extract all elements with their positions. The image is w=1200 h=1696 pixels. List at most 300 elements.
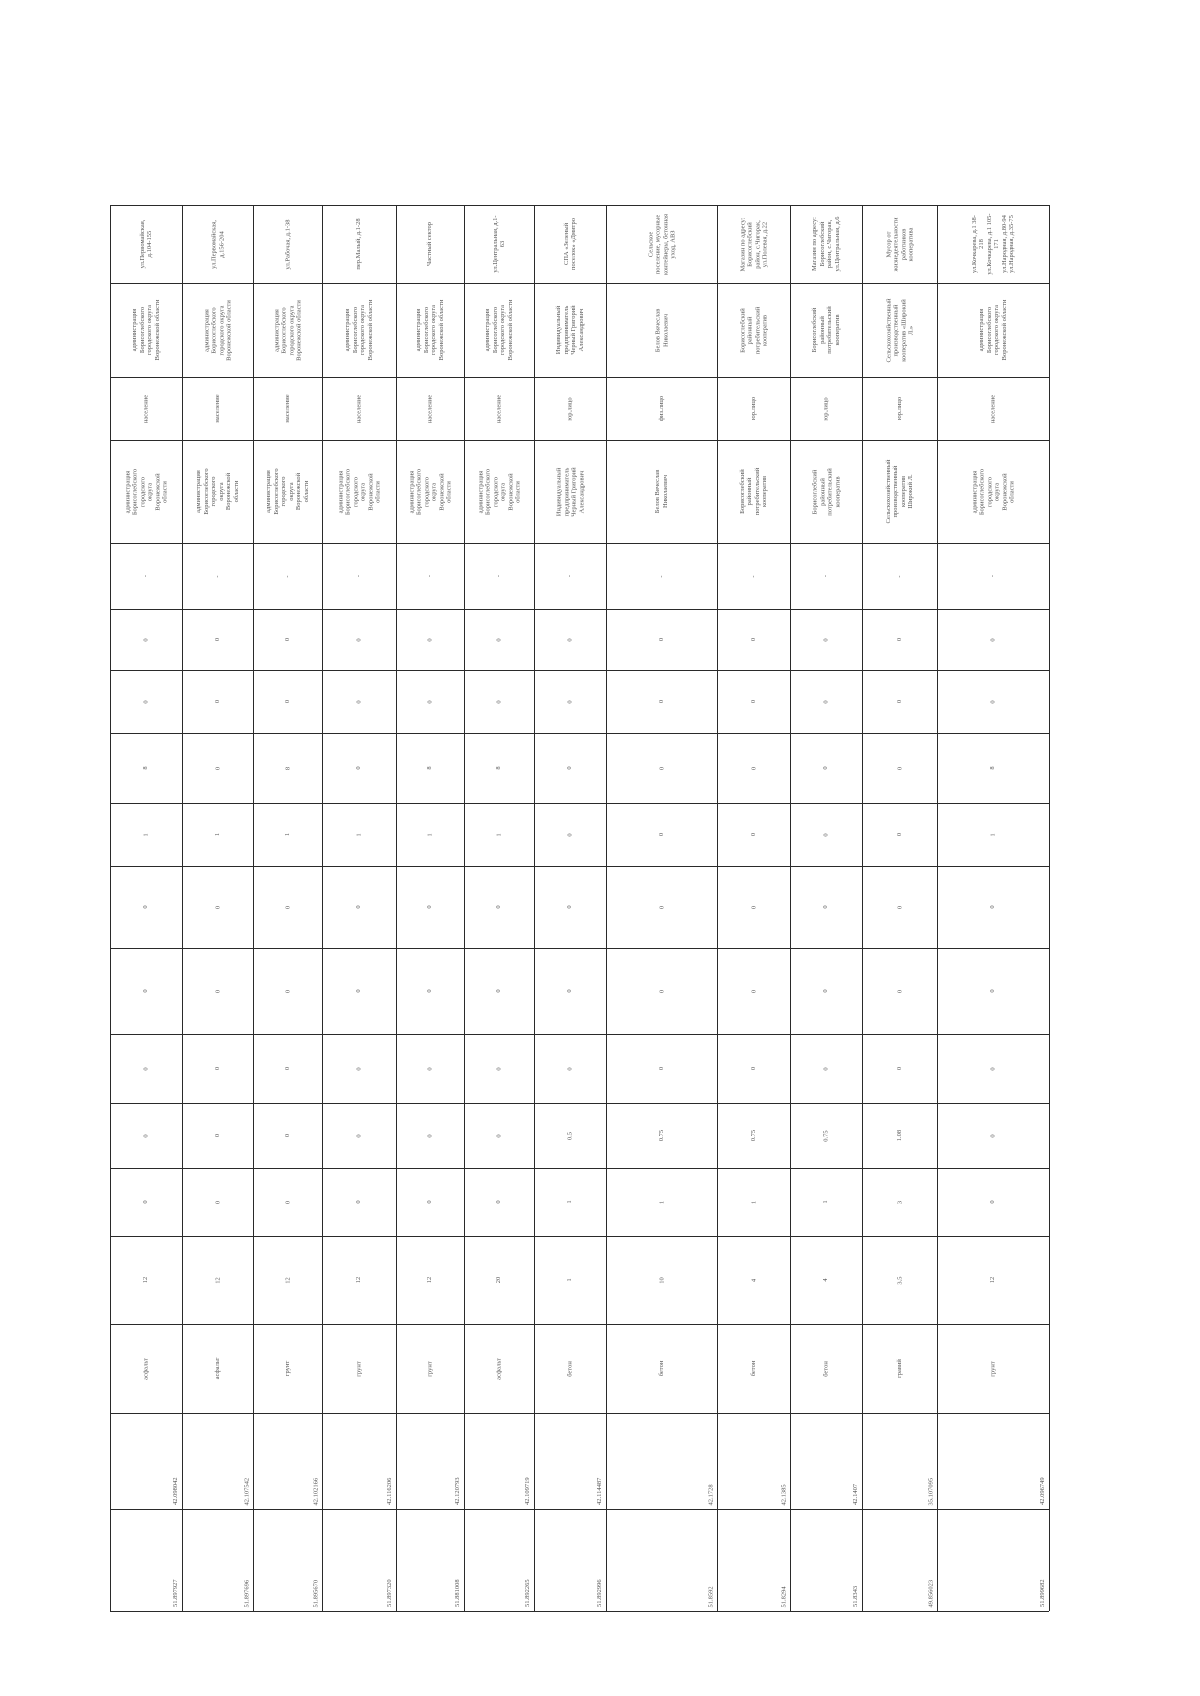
cell-text: грунт <box>989 1360 997 1377</box>
table-cell-surface <box>396 1324 464 1413</box>
cell-text: 0 <box>142 1200 150 1204</box>
table-cell-sources <box>937 205 1049 283</box>
table-cell-c13 <box>464 609 534 670</box>
table-cell-operator <box>937 283 1049 377</box>
table-cell-c14 <box>937 543 1049 609</box>
cell-text: Борисоглебский районный потребительский кооператив <box>811 306 841 354</box>
cell-text: 0 <box>355 1133 363 1138</box>
cell-text: 51.8343 <box>851 1585 859 1607</box>
cell-text: 12 <box>142 1276 150 1284</box>
cell-text: асфальт <box>142 1357 150 1380</box>
cell-text: 0 <box>822 699 830 704</box>
table-cell-c13 <box>717 609 790 670</box>
table-cell-operator <box>790 283 862 377</box>
cell-text: юр.лицо <box>895 396 903 421</box>
table-cell-c5 <box>182 1168 253 1236</box>
cell-text: 0 <box>495 905 503 909</box>
cell-text: администрация Борисоглебского городского округа Воронежской области <box>336 468 381 515</box>
table-cell-c14 <box>717 543 790 609</box>
cell-text: 0 <box>657 1066 665 1071</box>
table-cell-c11 <box>396 733 464 803</box>
cell-text: 0 <box>657 832 665 837</box>
cell-text: 12 <box>989 1276 997 1284</box>
cell-text: 0 <box>426 637 434 642</box>
cell-text: 1 <box>989 832 997 837</box>
table-cell-sources <box>322 205 396 283</box>
cell-text: 0 <box>495 1200 503 1204</box>
cell-text: 0 <box>213 905 221 909</box>
table-cell-operator <box>606 283 717 377</box>
table-cell-owner-type <box>253 377 322 440</box>
cell-text: ул.Первомайская, д.104-155 <box>138 219 153 269</box>
cell-text: 0 <box>283 1066 291 1071</box>
cell-text: население <box>142 394 150 423</box>
cell-text: бетон <box>749 1360 757 1377</box>
table-cell-lon <box>790 1413 862 1509</box>
cell-text: 0 <box>566 989 574 993</box>
cell-text: 0 <box>822 1066 830 1071</box>
table-cell-owner-type <box>534 377 606 440</box>
cell-text: администрация Борисоглебского городского округа Воронежской области <box>131 299 161 361</box>
cell-text: Индивидуальный предприниматель Черный Григорий Александрович <box>555 305 585 355</box>
table-cell-area <box>253 1236 322 1324</box>
cell-text: Сельское поселение, мусорные контейнеры, бетонная уход, АВЗ <box>646 213 676 275</box>
cell-text: 51.897320 <box>385 1579 393 1607</box>
table-cell-owner <box>110 440 182 543</box>
table-cell-owner-type <box>862 377 937 440</box>
table-cell-c12 <box>937 670 1049 733</box>
table-cell-owner <box>862 440 937 543</box>
cell-text: население <box>283 394 291 423</box>
cell-text: Мусор от жизнедеятельности работников кооператива <box>884 216 914 272</box>
table-cell-c12 <box>322 670 396 733</box>
cell-text: Частный сектор <box>426 222 434 266</box>
table-cell-c8 <box>862 948 937 1034</box>
cell-text: 0 <box>822 637 830 642</box>
cell-text: 0 <box>895 699 903 704</box>
cell-text: население <box>426 394 434 423</box>
cell-text: 0 <box>989 1200 997 1204</box>
cell-text: Сельскохозяйственный производственный кооператив «Широкий Л.» <box>884 297 914 363</box>
cell-text: 3 <box>895 1200 903 1204</box>
cell-text: 1 <box>566 1200 574 1204</box>
table-cell-owner <box>717 440 790 543</box>
cell-text: администрация Борисоглебского городского округа Воронежской области <box>978 299 1008 361</box>
table-cell-area <box>464 1236 534 1324</box>
cell-text: физ.лицо <box>657 395 665 422</box>
table-cell-surface <box>937 1324 1049 1413</box>
cell-text: юр.лицо <box>749 396 757 421</box>
cell-text: 0 <box>657 989 665 993</box>
table-cell-operator <box>110 283 182 377</box>
table-cell-lon <box>110 1413 182 1509</box>
cell-text: 42.102166 <box>311 1477 319 1505</box>
table-cell-sources <box>862 205 937 283</box>
table-cell-c13 <box>790 609 862 670</box>
cell-text: 0 <box>749 699 757 704</box>
table-cell-c12 <box>717 670 790 733</box>
cell-text: 51.892265 <box>523 1579 531 1607</box>
table-grid-line <box>1049 205 1050 1611</box>
table-cell-c11 <box>110 733 182 803</box>
cell-text: администрация Борисоглебского городского округа Воронежской области <box>272 299 302 361</box>
table-cell-c13 <box>253 609 322 670</box>
cell-text: 49.856023 <box>926 1579 934 1607</box>
cell-text: грунт <box>426 1360 434 1377</box>
cell-text: 1 <box>283 832 291 837</box>
table-cell-c11 <box>862 733 937 803</box>
table-cell-owner <box>182 440 253 543</box>
cell-text: 0 <box>566 766 574 770</box>
table-cell-lon <box>464 1413 534 1509</box>
table-cell-c10 <box>717 803 790 866</box>
cell-text: 0 <box>213 989 221 993</box>
table-cell-c12 <box>534 670 606 733</box>
table-cell-c5 <box>253 1168 322 1236</box>
cell-text: 0 <box>426 699 434 704</box>
cell-text: администрация Борисоглебского городского округа Воронежской области <box>407 468 452 515</box>
table-cell-c12 <box>790 670 862 733</box>
cell-text: 0 <box>749 637 757 642</box>
cell-text: 0 <box>142 1066 150 1071</box>
cell-text: 8 <box>283 766 291 770</box>
table-cell-area <box>110 1236 182 1324</box>
cell-text: 0 <box>749 766 757 770</box>
table-cell-c10 <box>606 803 717 866</box>
cell-text: 0 <box>355 699 363 704</box>
table-cell-owner-type <box>464 377 534 440</box>
cell-text: 12 <box>355 1276 363 1284</box>
cell-text: 42.098042 <box>171 1477 179 1505</box>
cell-text: 0 <box>355 989 363 993</box>
cell-text: 0 <box>283 1200 291 1204</box>
table-cell-c5 <box>110 1168 182 1236</box>
table-cell-surface <box>790 1324 862 1413</box>
cell-text: бетон <box>566 1360 574 1377</box>
cell-text: 8 <box>495 766 503 770</box>
cell-text: 10 <box>657 1276 665 1284</box>
table-cell-sources <box>182 205 253 283</box>
cell-text: 0 <box>283 989 291 993</box>
table-cell-owner-type <box>937 377 1049 440</box>
cell-text: Борисоглебский районный потребительский кооператив <box>738 467 768 516</box>
table-cell-c8 <box>322 948 396 1034</box>
table-cell-area <box>717 1236 790 1324</box>
table-cell-area <box>396 1236 464 1324</box>
table-cell-c14 <box>396 543 464 609</box>
cell-text: ул.Первомайская, д.156-204 <box>210 219 225 269</box>
table-cell-c14 <box>182 543 253 609</box>
cell-text: 1 <box>426 832 434 837</box>
table-cell-c5 <box>606 1168 717 1236</box>
cell-text: население <box>989 394 997 423</box>
table-cell-c9 <box>790 866 862 948</box>
cell-text: - <box>142 574 150 578</box>
table-cell-c9 <box>396 866 464 948</box>
cell-text: 0 <box>822 766 830 770</box>
table-cell-lat <box>862 1509 937 1611</box>
table-cell-lon <box>606 1413 717 1509</box>
cell-text: 0 <box>822 832 830 837</box>
cell-text: 0 <box>657 637 665 642</box>
cell-text: 4 <box>822 1278 830 1282</box>
cell-text: 0 <box>213 1066 221 1071</box>
table-cell-c8 <box>717 948 790 1034</box>
table-cell-owner-type <box>790 377 862 440</box>
cell-text: администрация Борисоглебского городского округа Воронежской области <box>123 468 168 515</box>
cell-text: 0 <box>895 1066 903 1071</box>
table-cell-c14 <box>464 543 534 609</box>
cell-text: 0 <box>355 1200 363 1204</box>
table-cell-c5 <box>534 1168 606 1236</box>
cell-text: - <box>355 574 363 578</box>
cell-text: 0 <box>566 905 574 909</box>
cell-text: Сельскохозяйственный производственный кооператив Широкий Л. <box>884 459 914 524</box>
table-cell-c10 <box>862 803 937 866</box>
cell-text: 1.08 <box>895 1129 903 1142</box>
cell-text: 42.1728 <box>706 1483 714 1505</box>
table-cell-lon <box>862 1413 937 1509</box>
table-cell-c7 <box>717 1034 790 1103</box>
table-cell-c9 <box>464 866 534 948</box>
table-cell-owner-type <box>717 377 790 440</box>
table-cell-c7 <box>322 1034 396 1103</box>
cell-text: 8 <box>989 766 997 770</box>
table-cell-c9 <box>717 866 790 948</box>
table-cell-surface <box>464 1324 534 1413</box>
table-cell-c9 <box>606 866 717 948</box>
cell-text: - <box>566 574 574 578</box>
cell-text: 0 <box>822 905 830 909</box>
table-cell-operator <box>862 283 937 377</box>
table-cell-c7 <box>182 1034 253 1103</box>
table-cell-c13 <box>322 609 396 670</box>
cell-text: - <box>495 574 503 578</box>
cell-text: 0 <box>989 637 997 642</box>
cell-text: администрация Борисоглебского городского округа Воронежской области <box>265 468 310 515</box>
table-cell-c11 <box>182 733 253 803</box>
cell-text: 0 <box>213 637 221 642</box>
cell-text: 0 <box>283 1133 291 1138</box>
table-cell-c5 <box>717 1168 790 1236</box>
cell-text: 51.8294 <box>779 1585 787 1607</box>
table-cell-area <box>182 1236 253 1324</box>
table-cell-lat <box>396 1509 464 1611</box>
cell-text: ул.Рабочая, д.1-38 <box>283 219 291 269</box>
table-cell-c11 <box>937 733 1049 803</box>
cell-text: население <box>213 394 221 423</box>
cell-text: - <box>213 574 221 578</box>
table-cell-c7 <box>464 1034 534 1103</box>
table-cell-c6 <box>396 1103 464 1168</box>
cell-text: бетон <box>822 1360 830 1377</box>
table-cell-operator <box>182 283 253 377</box>
cell-text: 0 <box>355 1066 363 1071</box>
table-grid-line <box>110 1611 1049 1612</box>
table-cell-c5 <box>396 1168 464 1236</box>
table-cell-c13 <box>606 609 717 670</box>
cell-text: 0 <box>989 1066 997 1071</box>
cell-text: администрация Борисоглебского городского округа Воронежской области <box>202 299 232 361</box>
table-cell-sources <box>110 205 182 283</box>
cell-text: 12 <box>283 1276 291 1284</box>
table-cell-c14 <box>110 543 182 609</box>
table-cell-operator <box>322 283 396 377</box>
table-cell-area <box>862 1236 937 1324</box>
table-cell-c5 <box>790 1168 862 1236</box>
cell-text: 0 <box>355 637 363 642</box>
cell-text: 0 <box>822 989 830 993</box>
table-cell-sources <box>790 205 862 283</box>
table-cell-c6 <box>110 1103 182 1168</box>
cell-text: бетон <box>657 1360 665 1377</box>
table-cell-owner <box>396 440 464 543</box>
table-cell-c7 <box>253 1034 322 1103</box>
table-cell-c12 <box>253 670 322 733</box>
cell-text: 0 <box>495 1133 503 1138</box>
table-cell-c8 <box>937 948 1049 1034</box>
table-cell-owner <box>606 440 717 543</box>
cell-text: 0 <box>895 989 903 993</box>
table-cell-c12 <box>110 670 182 733</box>
table-cell-c11 <box>534 733 606 803</box>
table-cell-sources <box>606 205 717 283</box>
table-cell-c6 <box>534 1103 606 1168</box>
table-cell-c6 <box>862 1103 937 1168</box>
cell-text: 51.881008 <box>453 1579 461 1607</box>
cell-text: 8 <box>142 766 150 770</box>
cell-text: юр.лицо <box>822 396 830 421</box>
cell-text: 1 <box>495 832 503 837</box>
cell-text: 0 <box>495 637 503 642</box>
table-cell-surface <box>606 1324 717 1413</box>
cell-text: 1 <box>566 1278 574 1282</box>
table-cell-c12 <box>862 670 937 733</box>
table-cell-owner-type <box>110 377 182 440</box>
cell-text: 42.116206 <box>385 1477 393 1505</box>
table-cell-surface <box>534 1324 606 1413</box>
cell-text: 0.75 <box>749 1129 757 1142</box>
cell-text: СПА «Зеленый поселок» «Дмитро <box>562 218 577 270</box>
cell-text: Белов Вячеслав Николаевич <box>654 469 669 514</box>
cell-text: 0 <box>355 905 363 909</box>
table-cell-sources <box>534 205 606 283</box>
table-cell-c14 <box>322 543 396 609</box>
cell-text: 0 <box>566 1066 574 1071</box>
table-cell-lat <box>717 1509 790 1611</box>
table-cell-c11 <box>253 733 322 803</box>
table-cell-sources <box>253 205 322 283</box>
cell-text: 0 <box>566 832 574 837</box>
cell-text: Магазин по адресу: Борисоглебский район, с.Чигорак, ул.Полевая, д.22 <box>738 217 768 271</box>
cell-text: 42.120793 <box>453 1477 461 1505</box>
table-cell-c6 <box>937 1103 1049 1168</box>
cell-text: 1 <box>213 832 221 837</box>
table-cell-area <box>937 1236 1049 1324</box>
cell-text: 0 <box>895 832 903 837</box>
cell-text: - <box>749 574 757 578</box>
cell-text: 8 <box>426 766 434 770</box>
table-cell-area <box>790 1236 862 1324</box>
cell-text: грунт <box>283 1360 291 1377</box>
table-cell-c14 <box>606 543 717 609</box>
table-cell-c10 <box>937 803 1049 866</box>
cell-text: 0 <box>355 766 363 770</box>
table-cell-c6 <box>322 1103 396 1168</box>
table-cell-operator <box>253 283 322 377</box>
cell-text: 1 <box>355 832 363 837</box>
cell-text: 1 <box>142 832 150 837</box>
table-cell-area <box>534 1236 606 1324</box>
table-cell-lat <box>534 1509 606 1611</box>
table-cell-surface <box>717 1324 790 1413</box>
cell-text: 0 <box>895 766 903 770</box>
cell-text: администрация Борисоглебского городского округа Воронежской области <box>476 468 521 515</box>
table-cell-operator <box>396 283 464 377</box>
cell-text: 0.75 <box>822 1129 830 1142</box>
table-cell-c7 <box>606 1034 717 1103</box>
table-cell-surface <box>110 1324 182 1413</box>
cell-text: 0 <box>142 989 150 993</box>
cell-text: 0 <box>989 905 997 909</box>
cell-text: 0.5 <box>566 1131 574 1140</box>
table-cell-c9 <box>322 866 396 948</box>
cell-text: - <box>283 574 291 578</box>
cell-text: 0 <box>989 989 997 993</box>
table-cell-c6 <box>717 1103 790 1168</box>
table-cell-c7 <box>396 1034 464 1103</box>
table-cell-surface <box>182 1324 253 1413</box>
table-cell-c14 <box>253 543 322 609</box>
table-cell-lat <box>937 1509 1049 1611</box>
cell-text: гравий <box>895 1359 903 1378</box>
cell-text: - <box>989 574 997 578</box>
cell-text: 0 <box>657 905 665 909</box>
table-cell-c14 <box>790 543 862 609</box>
table-cell-c13 <box>534 609 606 670</box>
table-cell-c7 <box>110 1034 182 1103</box>
cell-text: 0 <box>749 832 757 837</box>
table-cell-c6 <box>182 1103 253 1168</box>
table-cell-c8 <box>396 948 464 1034</box>
cell-text: 0 <box>495 989 503 993</box>
cell-text: 51.899682 <box>1038 1579 1046 1607</box>
cell-text: 0 <box>895 905 903 909</box>
cell-text: 12 <box>213 1276 221 1284</box>
cell-text: Белов Вячеслав Николаевич <box>654 308 669 352</box>
cell-text: 0 <box>426 1133 434 1138</box>
cell-text: 0 <box>657 766 665 770</box>
table-cell-owner-type <box>396 377 464 440</box>
cell-text: 42.109719 <box>523 1477 531 1505</box>
cell-text: население <box>495 394 503 423</box>
table-cell-owner <box>534 440 606 543</box>
table-cell-lat <box>322 1509 396 1611</box>
table-cell-owner-type <box>322 377 396 440</box>
cell-text: 0 <box>142 1133 150 1138</box>
table-cell-c9 <box>110 866 182 948</box>
cell-text: 4 <box>749 1278 757 1282</box>
cell-text: грунт <box>355 1360 363 1377</box>
table-cell-area <box>606 1236 717 1324</box>
cell-text: - <box>657 574 665 578</box>
cell-text: 35.107095 <box>926 1477 934 1505</box>
cell-text: юр.лицо <box>566 396 574 421</box>
table-cell-c6 <box>253 1103 322 1168</box>
cell-text: 0 <box>989 1133 997 1138</box>
table-cell-c5 <box>464 1168 534 1236</box>
cell-text: 0 <box>283 905 291 909</box>
